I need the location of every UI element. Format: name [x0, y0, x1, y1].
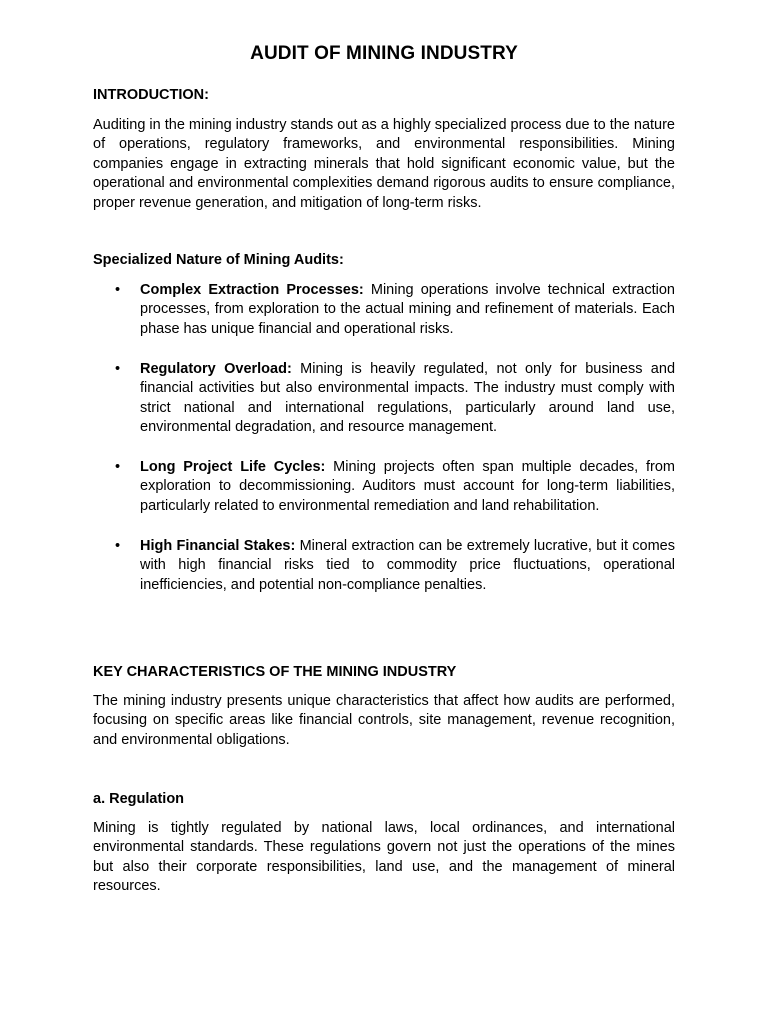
list-item-term: Regulatory Overload:	[140, 361, 292, 377]
key-characteristics-paragraph: The mining industry presents unique characteristics that affect how audits are performed, focusing on specific areas like financial controls, site management, revenue recognition, and environmental obligations.	[93, 693, 675, 748]
bullet-icon: •	[115, 361, 121, 377]
list-item-term: Long Project Life Cycles:	[140, 459, 326, 475]
bullet-icon: •	[115, 282, 121, 298]
bullet-icon: •	[115, 459, 121, 475]
regulation-paragraph: Mining is tightly regulated by national laws, local ordinances, and international environmental standards. These regulations govern not just the operations of the mines but also their corporate responsibilities, land use, and the management of mineral resources.	[93, 820, 675, 895]
list-item-text	[140, 360, 675, 438]
regulation-heading: a. Regulation	[93, 791, 185, 807]
introduction-paragraph: Auditing in the mining industry stands out as a highly specialized process due to the nature of operations, regulatory frameworks, and environmental responsibilities. Mining companies engage in extracting minerals that hold significant economic value, but the operational and environmental complexities demand rigorous audits to ensure compliance, proper revenue generation, and mitigation of long-term risks.	[93, 117, 675, 211]
specialized-heading: Specialized Nature of Mining Audits:	[93, 252, 344, 268]
list-item-description: Mining operations involve technical extraction processes, from exploration to the actual mining and refinement of materials. Each phase has unique financial and operational risks.	[140, 282, 675, 337]
list-item-term: High Financial Stakes:	[140, 538, 296, 554]
key-characteristics-heading: KEY CHARACTERISTICS OF THE MINING INDUSTRY	[93, 664, 457, 680]
list-item-description: Mineral extraction can be extremely lucrative, but it comes with high financial risks tied to commodity price fluctuations, operational inefficiencies, and potential non-compliance penalties.	[140, 538, 675, 593]
list-item-description: Mining projects often span multiple decades, from exploration to decommissioning. Auditors must account for long-term liabilities, particularly related to environmental remediation and land rehabilitation.	[140, 459, 675, 514]
list-item-text	[140, 281, 675, 339]
list-item-text	[140, 458, 675, 516]
bullet-icon: •	[115, 538, 121, 554]
list-item-text	[140, 537, 675, 595]
document-title: AUDIT OF MINING INDUSTRY	[250, 43, 518, 64]
introduction-heading: INTRODUCTION:	[93, 87, 209, 103]
list-item-description: Mining is heavily regulated, not only for business and financial activities but also environmental impacts. The industry must comply with strict national and international regulations, particularly around land use, environmental degradation, and resource management.	[140, 361, 676, 436]
list-item-term: Complex Extraction Processes:	[140, 282, 364, 298]
